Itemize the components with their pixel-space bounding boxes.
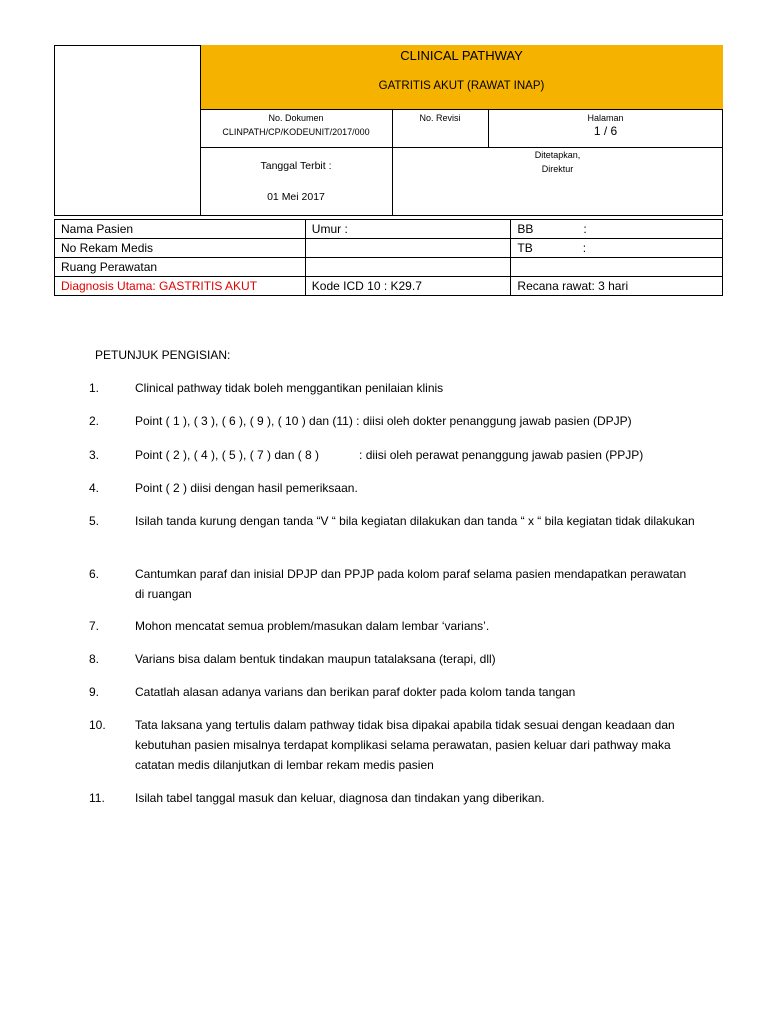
empty-cell: [305, 258, 511, 277]
approved-by: Direktur: [541, 164, 574, 174]
item-number: 1.: [89, 381, 100, 395]
item-number: 4.: [89, 481, 100, 495]
item-number: 3.: [89, 448, 100, 462]
weight-label: BB: [517, 222, 534, 236]
table-row: [55, 220, 723, 239]
page-label: Halaman: [587, 113, 624, 123]
icd-code: Kode ICD 10 : K29.7: [305, 277, 511, 296]
item-text: Catatlah alasan adanya varians dan berikan paraf dokter pada kolom tanda tangan: [135, 685, 576, 699]
item-text: Mohon mencatat semua problem/masukan dalam lembar ‘varians’.: [135, 619, 490, 633]
weight-cell: [511, 220, 723, 239]
main-diagnosis: Diagnosis Utama: GASTRITIS AKUT: [55, 277, 306, 296]
page-value: 1 / 6: [593, 124, 618, 138]
item-text: Clinical pathway tidak boleh menggantikan penilaian klinis: [135, 381, 444, 395]
item-text: Cantumkan paraf dan inisial DPJP dan PPJP pada kolom paraf selama pasien mendapatkan perawatan di ruangan: [135, 567, 687, 601]
item-number: 8.: [89, 652, 100, 666]
table-row: [55, 239, 723, 258]
item-number: 2.: [89, 414, 100, 428]
item-text: Point ( 2 ), ( 4 ), ( 5 ), ( 7 ) dan ( 8 ) : diisi oleh perawat penanggung jawab pasien (PPJP): [135, 448, 644, 462]
item-text: Varians bisa dalam bentuk tindakan maupun tatalaksana (terapi, dll): [135, 652, 496, 666]
item-text: Tata laksana yang tertulis dalam pathway tidak bisa dipakai apabila tidak sesuai dengan keadaan dan kebutuhan pasien misalnya terdapat komplikasi selama perawatan, pasien keluar dari pathway maka catatan medis dilanjutkan di lembar rekam medis pasien: [135, 718, 675, 772]
height-label: TB: [517, 241, 533, 255]
patient-name-label: Nama Pasien: [55, 220, 306, 239]
item-number: 9.: [89, 685, 100, 699]
item-number: 11.: [89, 791, 105, 805]
record-number-label: No Rekam Medis: [55, 239, 306, 258]
item-text: Point ( 2 ) diisi dengan hasil pemeriksaan.: [135, 481, 358, 495]
item-text: Isilah tanda kurung dengan tanda “V “ bila kegiatan dilakukan dan tanda “ x “ bila kegiatan tidak dilakukan: [135, 514, 695, 528]
item-number: 6.: [89, 567, 100, 581]
height-colon: :: [582, 241, 587, 255]
document-title: CLINICAL PATHWAY: [400, 48, 523, 63]
item-number: 10.: [89, 718, 106, 732]
age-label: Umur :: [305, 220, 511, 239]
instructions-heading: PETUNJUK PENGISIAN:: [95, 348, 231, 362]
logo-cell: [54, 45, 201, 216]
revision-label: No. Revisi: [419, 113, 461, 123]
weight-colon: :: [583, 222, 587, 236]
table-row: [55, 277, 723, 296]
empty-cell: [511, 258, 723, 277]
height-cell: [511, 239, 723, 258]
item-number: 7.: [89, 619, 100, 633]
table-row: [55, 258, 723, 277]
patient-info-table: [54, 219, 723, 296]
item-number: 5.: [89, 514, 100, 528]
doc-number-label: No. Dokumen: [268, 113, 324, 123]
issued-label: Tanggal Terbit :: [260, 160, 332, 172]
document-subtitle: GATRITIS AKUT (RAWAT INAP): [378, 80, 545, 92]
approved-label: Ditetapkan,: [534, 150, 581, 160]
planned-stay: Recana rawat: 3 hari: [511, 277, 723, 296]
item-text: Point ( 1 ), ( 3 ), ( 6 ), ( 9 ), ( 10 ) dan (11) : diisi oleh dokter penanggung jawab pasien (DPJP): [135, 414, 632, 428]
item-text: Isilah tabel tanggal masuk dan keluar, diagnosa dan tindakan yang diberikan.: [135, 791, 545, 805]
empty-cell: [305, 239, 511, 258]
room-label: Ruang Perawatan: [55, 258, 306, 277]
doc-number-value: CLINPATH/CP/KODEUNIT/2017/000: [222, 127, 370, 137]
issued-date: 01 Mei 2017: [267, 191, 325, 203]
